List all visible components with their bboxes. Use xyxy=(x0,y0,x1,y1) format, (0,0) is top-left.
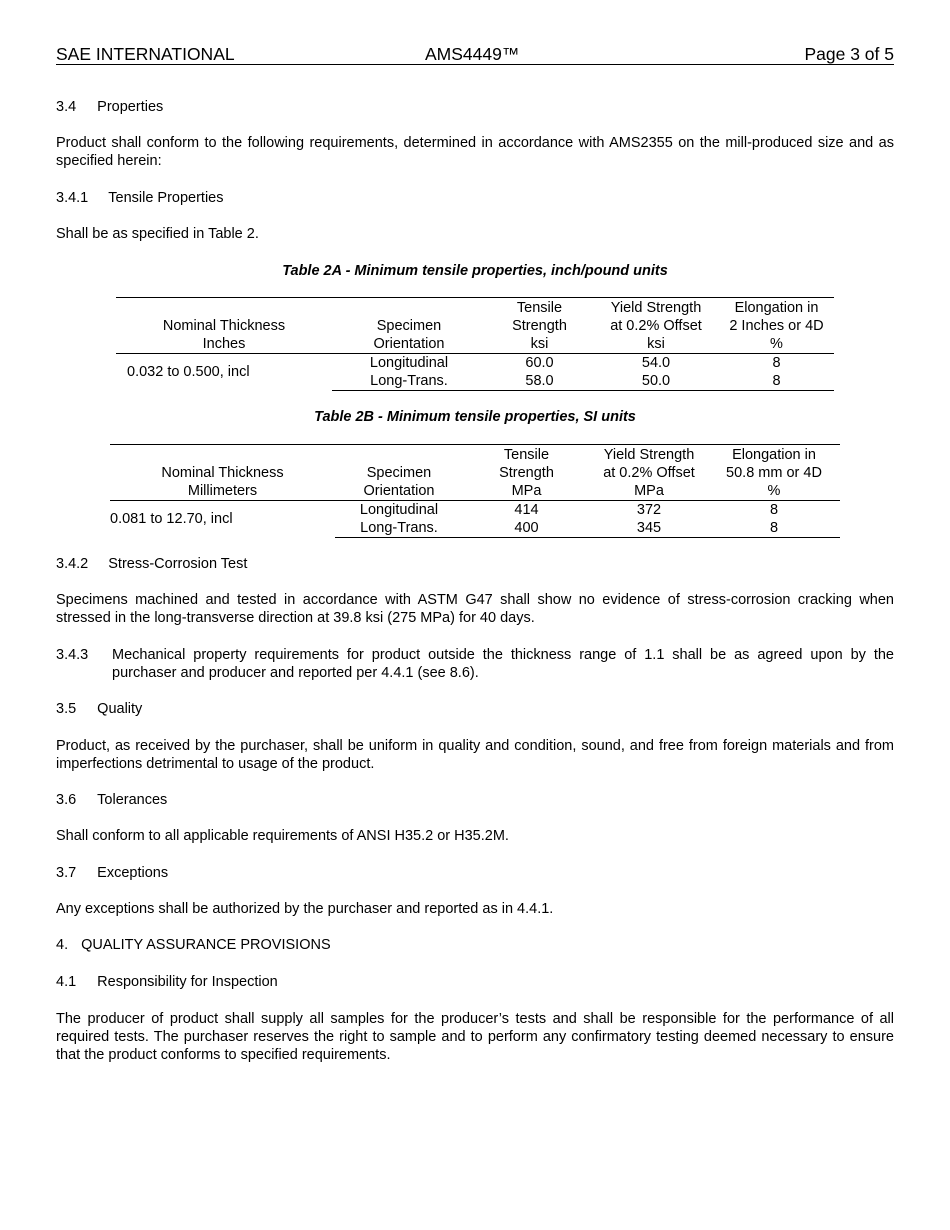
section-3-4-heading xyxy=(56,98,894,116)
col-header-yield: Yield Strength at 0.2% Offset ksi xyxy=(593,298,719,354)
section-3-5-heading xyxy=(56,700,894,718)
section-number: 3.6 xyxy=(56,792,77,808)
section-title: Quality xyxy=(97,701,143,717)
tensile-cell: 58.0 xyxy=(486,372,593,391)
tensile-cell: 60.0 xyxy=(525,355,554,371)
col-header-elongation: Elongation in 50.8 mm or 4D % xyxy=(708,445,840,501)
table-2a xyxy=(116,297,834,391)
elongation-cell: 8 xyxy=(708,519,840,538)
yield-cell: 50.0 xyxy=(593,372,719,391)
section-3-4-2-text: Specimens machined and tested in accordance with ASTM G47 shall show no evidence of stress-corrosion cracking when stressed in the long-transverse direction at 39.8 ksi (275 MPa) for 40 days. xyxy=(56,592,894,626)
section-3-7-heading xyxy=(56,864,894,882)
tensile-cell: 414 xyxy=(514,502,539,518)
table-2b xyxy=(110,444,840,538)
section-number: 4.1 xyxy=(56,974,77,990)
col-header-elongation: Elongation in 2 Inches or 4D % xyxy=(719,298,834,354)
table-row xyxy=(116,354,834,373)
yield-cell: 54.0 xyxy=(641,355,671,371)
col-header-orientation: Specimen Orientation xyxy=(332,298,486,354)
section-title: QUALITY ASSURANCE PROVISIONS xyxy=(81,937,331,953)
section-title: Tolerances xyxy=(97,792,168,808)
section-3-6-text: Shall conform to all applicable requirements of ANSI H35.2 or H35.2M. xyxy=(56,828,509,844)
table-row xyxy=(110,501,840,520)
col-header-yield: Yield Strength at 0.2% Offset MPa xyxy=(590,445,708,501)
yield-cell: 345 xyxy=(590,519,708,538)
section-title: Stress-Corrosion Test xyxy=(108,556,248,572)
section-4-heading xyxy=(56,936,894,954)
header-org: SAE INTERNATIONAL xyxy=(56,44,235,64)
section-3-4-3 xyxy=(56,646,894,682)
section-4-1-text: The producer of product shall supply all samples for the producer’s tests and shall be responsible for the performance of all required tests. The purchaser reserves the right to sample and to perform any confirmatory testing deemed necessary to ensure that the product conforms to specified requirements. xyxy=(56,1011,894,1063)
section-number: 4. xyxy=(56,937,69,953)
section-4-1-heading xyxy=(56,973,894,991)
orientation-cell: Longitudinal xyxy=(359,502,439,518)
tensile-cell: 400 xyxy=(463,519,590,538)
table-header-row xyxy=(110,445,840,501)
section-3-4-1-text: Shall be as specified in Table 2. xyxy=(56,226,259,242)
elongation-cell: 8 xyxy=(772,355,781,371)
col-header-tensile: Tensile Strength ksi xyxy=(486,298,593,354)
col-header-orientation: Specimen Orientation xyxy=(335,445,463,501)
table-header-row xyxy=(116,298,834,354)
orientation-cell: Long-Trans. xyxy=(332,372,486,391)
table-2a-caption: Table 2A - Minimum tensile properties, inch/pound units xyxy=(282,263,668,279)
elongation-cell: 8 xyxy=(719,372,834,391)
section-3-5-text: Product, as received by the purchaser, shall be uniform in quality and condition, sound, and free from foreign materials and from imperfections detrimental to usage of the product. xyxy=(56,738,894,772)
col-header-thickness: Nominal Thickness Inches xyxy=(116,298,332,354)
section-number: 3.7 xyxy=(56,865,77,881)
section-3-4-1-heading xyxy=(56,189,894,207)
section-title: Responsibility for Inspection xyxy=(97,974,278,990)
section-3-4-3-text: Mechanical property requirements for product outside the thickness range of 1.1 shall be as agreed upon by the purchaser and producer and reported per 4.4.1 (see 8.6). xyxy=(112,647,894,681)
section-3-4-2-heading xyxy=(56,555,894,573)
thickness-cell: 0.032 to 0.500, incl xyxy=(127,364,250,381)
orientation-cell: Longitudinal xyxy=(369,355,449,371)
section-3-4-text: Product shall conform to the following requirements, determined in accordance with AMS2355 on the mill-produced size and as specified herein: xyxy=(56,135,894,169)
section-number: 3.4.2 xyxy=(56,556,89,572)
col-header-tensile: Tensile Strength MPa xyxy=(463,445,590,501)
page-header xyxy=(56,44,894,65)
section-number: 3.4.1 xyxy=(56,190,89,206)
section-number: 3.4.3 xyxy=(56,647,89,663)
yield-cell: 372 xyxy=(636,502,662,518)
elongation-cell: 8 xyxy=(769,502,779,518)
col-header-thickness: Nominal Thickness Millimeters xyxy=(110,445,335,501)
section-number: 3.4 xyxy=(56,99,77,115)
section-3-7-text: Any exceptions shall be authorized by the purchaser and reported as in 4.4.1. xyxy=(56,901,554,917)
section-title: Tensile Properties xyxy=(108,190,224,206)
table-2b-caption: Table 2B - Minimum tensile properties, SI units xyxy=(314,409,636,425)
thickness-cell: 0.081 to 12.70, incl xyxy=(110,511,233,528)
section-number: 3.5 xyxy=(56,701,77,717)
orientation-cell: Long-Trans. xyxy=(335,519,463,538)
section-title: Properties xyxy=(97,99,164,115)
header-doc-number: AMS4449™ xyxy=(425,44,520,64)
section-3-6-heading xyxy=(56,791,894,809)
header-page-number: Page 3 of 5 xyxy=(804,44,894,64)
section-title: Exceptions xyxy=(97,865,169,881)
